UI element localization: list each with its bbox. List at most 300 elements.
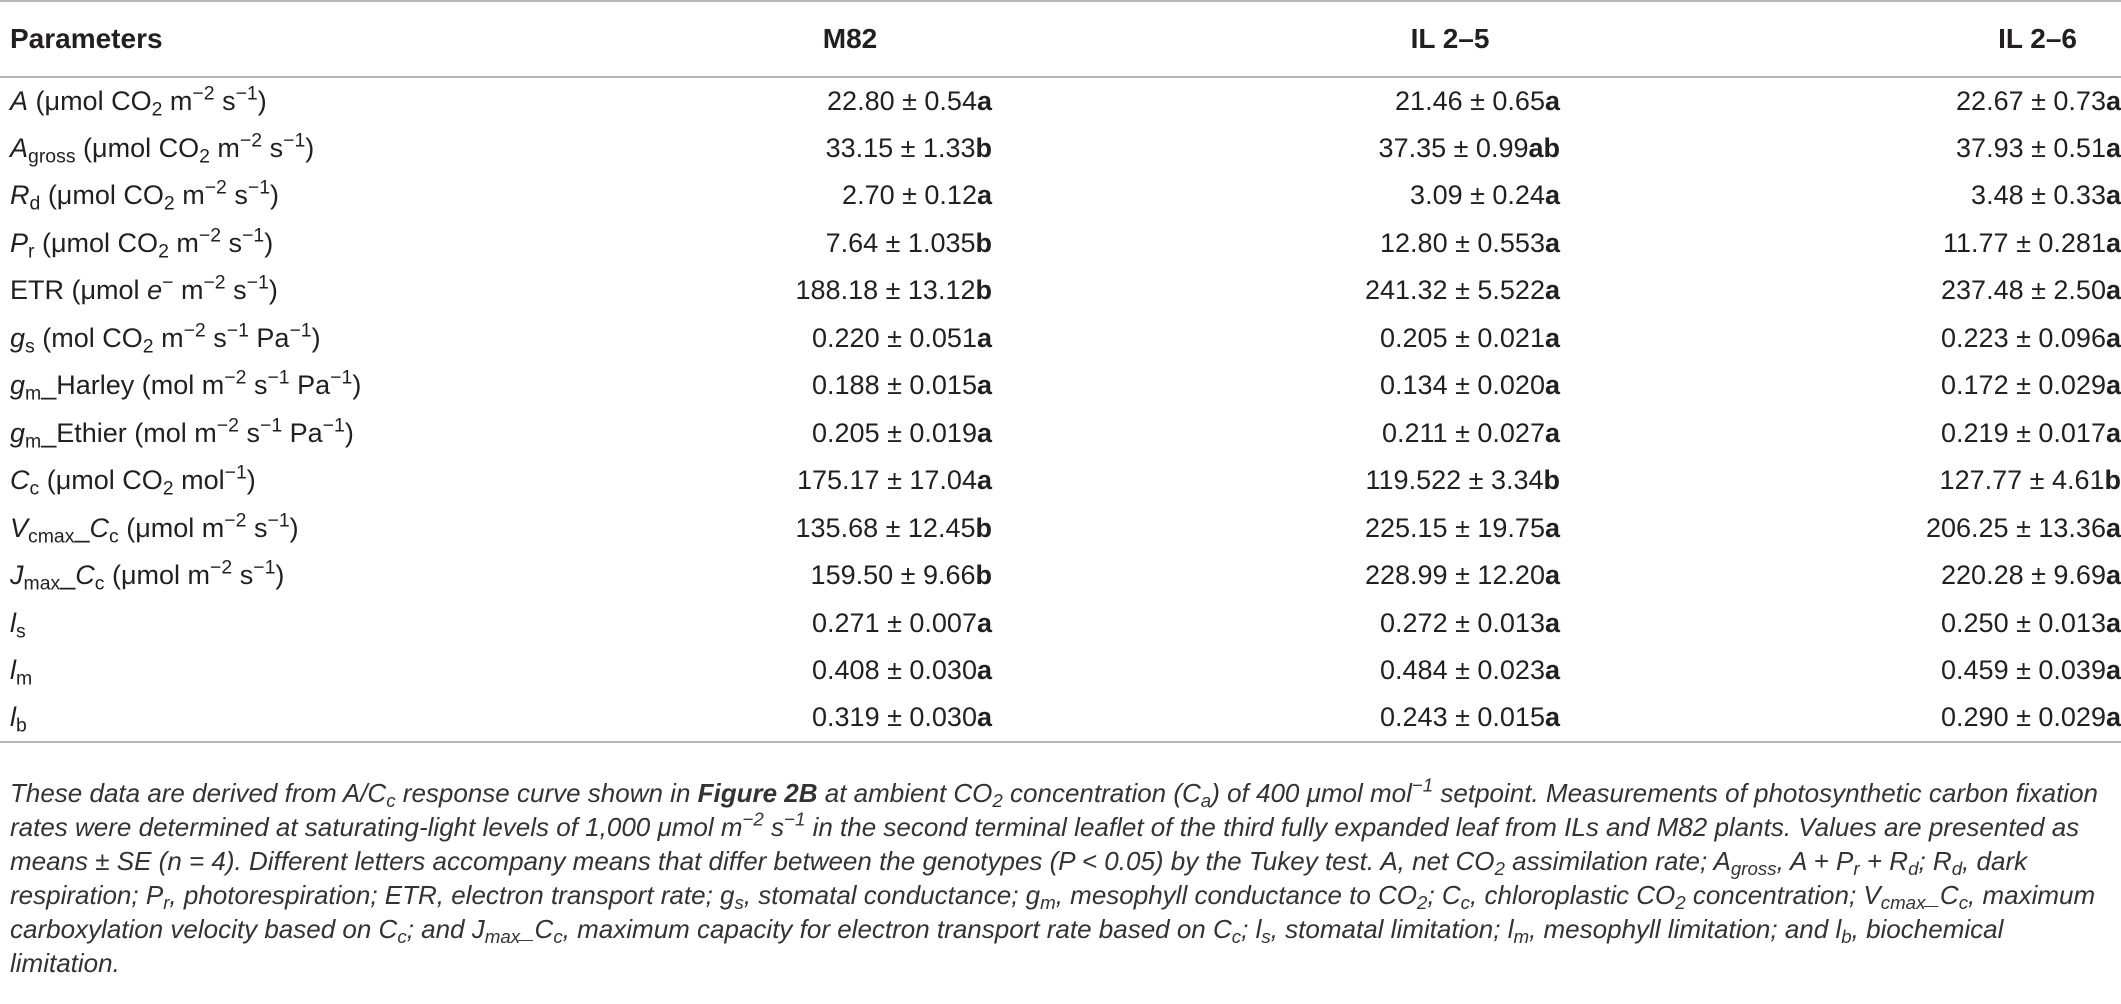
value-cell-il25 xyxy=(1040,552,1560,600)
mean-se-value: 0.223 ± 0.096 xyxy=(1941,322,2106,353)
parameter-symbol: g xyxy=(10,322,26,353)
significance-letter: a xyxy=(2105,322,2121,353)
text-run: ) xyxy=(257,85,267,116)
parameter-symbol: R xyxy=(10,180,30,211)
mean-se-value: 0.219 ± 0.017 xyxy=(1941,417,2106,448)
subscript: 2 xyxy=(992,790,1003,812)
parameter-symbol: l xyxy=(10,607,16,638)
value-cell-il25 xyxy=(1040,695,1560,743)
table-footnote xyxy=(10,776,2110,980)
mean-se-value: 22.67 ± 0.73 xyxy=(1956,85,2106,116)
significance-letter: b xyxy=(975,227,992,258)
parameter-subscript: d xyxy=(29,192,41,215)
text-run: s xyxy=(214,85,236,116)
value-cell-il26 xyxy=(1560,315,2121,363)
mean-se-value: 11.77 ± 0.281 xyxy=(1943,227,2106,258)
text-run: m xyxy=(162,85,193,116)
text-run: Pa xyxy=(289,370,331,401)
subscript: 2 xyxy=(1494,858,1505,880)
mean-se-value: 3.48 ± 0.33 xyxy=(1971,180,2106,211)
mean-se-value: 159.50 ± 9.66 xyxy=(810,560,976,591)
superscript: −1 xyxy=(283,129,306,152)
subscript: d xyxy=(1951,858,1963,880)
text-run: Pa xyxy=(248,322,290,353)
significance-letter: a xyxy=(1544,607,1560,638)
text-run: s xyxy=(262,132,284,163)
mean-se-value: 12.80 ± 0.553 xyxy=(1380,227,1545,258)
significance-letter: a xyxy=(2105,370,2121,401)
superscript: −1 xyxy=(242,224,265,247)
mean-se-value: 37.35 ± 0.99 xyxy=(1378,132,1529,163)
subscript: c xyxy=(1231,926,1242,948)
significance-letter: a xyxy=(976,702,992,733)
header-il-2-6: IL 2–6 xyxy=(1560,1,2121,77)
mean-se-value: 21.46 ± 0.65 xyxy=(1395,85,1545,116)
table-row xyxy=(0,552,2121,600)
parameter-symbol: A xyxy=(10,85,29,116)
text-run: _C xyxy=(1925,880,1959,910)
parameter-cell xyxy=(0,362,520,410)
text-run: + R xyxy=(1859,846,1909,876)
parameter-cell xyxy=(0,505,520,553)
parameter-cell xyxy=(0,267,520,315)
mean-se-value: 37.93 ± 0.51 xyxy=(1956,132,2106,163)
value-cell-m82 xyxy=(520,267,1040,315)
subscript: 2 xyxy=(142,335,154,358)
significance-letter: a xyxy=(1544,370,1560,401)
italic-symbol: C xyxy=(89,512,109,543)
text-run: , stomatal limitation; l xyxy=(1270,914,1514,944)
significance-letter: a xyxy=(1544,322,1560,353)
subscript: r xyxy=(163,892,170,914)
table-row xyxy=(0,267,2121,315)
parameter-cell xyxy=(0,457,520,505)
mean-se-value: 0.243 ± 0.015 xyxy=(1380,702,1545,733)
mean-se-value: 0.319 ± 0.030 xyxy=(812,702,977,733)
text-run: These data are derived from A/C xyxy=(10,778,387,808)
parameter-symbol: g xyxy=(10,370,26,401)
text-run: (μmol m xyxy=(118,512,225,543)
subscript: max xyxy=(484,926,521,948)
text-run: m xyxy=(153,322,184,353)
subscript: r xyxy=(1853,858,1860,880)
significance-letter: a xyxy=(976,180,992,211)
parameter-cell xyxy=(0,125,520,173)
text-run: m xyxy=(174,180,205,211)
text-run: s xyxy=(226,180,248,211)
significance-letter: a xyxy=(2105,607,2121,638)
parameter-subscript: m xyxy=(25,430,42,453)
mean-se-value: 0.408 ± 0.030 xyxy=(812,655,977,686)
parameter-symbol: l xyxy=(10,655,16,686)
table-header xyxy=(0,1,2121,77)
parameter-subscript: r xyxy=(28,240,35,263)
text-run: s xyxy=(238,417,260,448)
significance-letter: a xyxy=(1544,180,1560,211)
mean-se-value: 228.99 ± 12.20 xyxy=(1364,560,1545,591)
value-cell-il26 xyxy=(1560,647,2121,695)
text-run: _ xyxy=(60,560,76,591)
mean-se-value: 0.205 ± 0.019 xyxy=(812,417,977,448)
value-cell-il25 xyxy=(1040,315,1560,363)
significance-letter: a xyxy=(976,370,992,401)
significance-letter: a xyxy=(976,322,992,353)
text-run: (μmol m xyxy=(104,560,211,591)
text-run: _Ethier (mol m xyxy=(41,417,217,448)
parameter-cell xyxy=(0,220,520,268)
header-parameters: Parameters xyxy=(0,1,520,77)
mean-se-value: 0.211 ± 0.027 xyxy=(1382,417,1545,448)
mean-se-value: 0.484 ± 0.023 xyxy=(1380,655,1545,686)
subscript: 2 xyxy=(199,145,210,168)
superscript: −2 xyxy=(192,82,215,105)
superscript: −2 xyxy=(183,319,206,342)
parameter-symbol: A xyxy=(10,132,29,163)
text-run: in the second terminal leaflet of the third fully expanded leaf from ILs and M82 plants. Values are presented as means ± SE (n = 4). Different letters accompany means that differ between the genotypes (P < 0.05) by the Tukey test. A, net CO xyxy=(10,812,2080,876)
mean-se-value: 206.25 ± 13.36 xyxy=(1925,512,2106,543)
text-run: m xyxy=(168,227,199,258)
significance-letter: a xyxy=(1544,655,1560,686)
mean-se-value: 127.77 ± 4.61 xyxy=(1939,465,2105,496)
mean-se-value: 225.15 ± 19.75 xyxy=(1364,512,1545,543)
superscript: −2 xyxy=(224,366,247,389)
parameter-subscript: s xyxy=(16,620,26,643)
text-run: s xyxy=(246,512,268,543)
figure-reference: Figure 2B xyxy=(697,778,818,808)
text-run: , mesophyll conductance to CO xyxy=(1055,880,1418,910)
mean-se-value: 0.188 ± 0.015 xyxy=(812,370,977,401)
significance-letter: a xyxy=(976,417,992,448)
superscript: −2 xyxy=(204,176,227,199)
mean-se-value: 237.48 ± 2.50 xyxy=(1941,275,2106,306)
mean-se-value: 188.18 ± 13.12 xyxy=(795,275,976,306)
parameter-cell xyxy=(0,552,520,600)
text-run: (μmol CO xyxy=(40,180,164,211)
mean-se-value: 0.459 ± 0.039 xyxy=(1941,655,2106,686)
table-row xyxy=(0,600,2121,648)
mean-se-value: 220.28 ± 9.69 xyxy=(1941,560,2106,591)
value-cell-il25 xyxy=(1040,410,1560,458)
text-run: , chloroplastic CO xyxy=(1470,880,1676,910)
value-cell-m82 xyxy=(520,505,1040,553)
superscript: −1 xyxy=(246,271,269,294)
superscript: −1 xyxy=(235,82,258,105)
header-il-2-5: IL 2–5 xyxy=(1040,1,1560,77)
value-cell-il25 xyxy=(1040,457,1560,505)
mean-se-value: 0.250 ± 0.013 xyxy=(1941,607,2106,638)
text-run: s xyxy=(232,560,254,591)
significance-letter: b xyxy=(975,560,992,591)
text-run: _C xyxy=(520,914,554,944)
subscript: c xyxy=(553,926,563,948)
significance-letter: a xyxy=(2105,512,2121,543)
parameter-symbol: P xyxy=(10,227,29,258)
subscript: cmax xyxy=(1880,892,1926,914)
superscript: −1 xyxy=(267,509,290,532)
text-run: ) xyxy=(311,322,321,353)
significance-letter: b xyxy=(975,275,992,306)
text-run: ) xyxy=(305,132,315,163)
significance-letter: a xyxy=(1544,560,1560,591)
parameter-subscript: s xyxy=(25,335,35,358)
superscript: −1 xyxy=(1411,774,1434,796)
value-cell-m82 xyxy=(520,647,1040,695)
value-cell-il26 xyxy=(1560,457,2121,505)
subscript: s xyxy=(734,892,744,914)
value-cell-il26 xyxy=(1560,77,2121,125)
text-run: setpoint. Measurements of photosynthetic carbon fixation rates were determined at saturating-light levels of 1,000 μmol m xyxy=(10,778,2099,842)
significance-letter: a xyxy=(1544,702,1560,733)
text-run: , mesophyll limitation; and l xyxy=(1529,914,1842,944)
text-run: response curve shown in xyxy=(395,778,698,808)
value-cell-il25 xyxy=(1040,220,1560,268)
text-run: , A + P xyxy=(1776,846,1854,876)
parameter-symbol: g xyxy=(10,417,26,448)
text-run: , maximum capacity for electron transport rate based on C xyxy=(562,914,1232,944)
value-cell-m82 xyxy=(520,315,1040,363)
parameter-cell xyxy=(0,695,520,743)
subscript: a xyxy=(1200,790,1212,812)
value-cell-m82 xyxy=(520,695,1040,743)
significance-letter: b xyxy=(975,132,992,163)
value-cell-il26 xyxy=(1560,600,2121,648)
subscript: s xyxy=(1261,926,1271,948)
superscript: −1 xyxy=(289,319,312,342)
parameter-cell xyxy=(0,600,520,648)
significance-letter: a xyxy=(1544,512,1560,543)
significance-letter: a xyxy=(2105,655,2121,686)
value-cell-m82 xyxy=(520,172,1040,220)
parameter-subscript: max xyxy=(23,572,61,595)
significance-letter: a xyxy=(2105,275,2121,306)
value-cell-il26 xyxy=(1560,410,2121,458)
text-run: , dark respiration; P xyxy=(10,846,2028,910)
mean-se-value: 0.205 ± 0.021 xyxy=(1380,322,1545,353)
table-row xyxy=(0,505,2121,553)
text-run: _Harley (mol m xyxy=(41,370,225,401)
subscript: c xyxy=(1958,892,1969,914)
table-row xyxy=(0,125,2121,173)
significance-letter: b xyxy=(2104,465,2121,496)
text-run: s xyxy=(205,322,227,353)
parameter-cell xyxy=(0,77,520,125)
value-cell-m82 xyxy=(520,552,1040,600)
parameter-subscript: cmax xyxy=(28,525,75,548)
significance-letter: a xyxy=(2105,417,2121,448)
header-row xyxy=(0,1,2121,77)
mean-se-value: 7.64 ± 1.035 xyxy=(825,227,976,258)
text-run: ) xyxy=(344,417,354,448)
text-run: Pa xyxy=(282,417,323,448)
mean-se-value: 0.134 ± 0.020 xyxy=(1380,370,1545,401)
value-cell-m82 xyxy=(520,125,1040,173)
value-cell-m82 xyxy=(520,362,1040,410)
significance-letter: a xyxy=(2105,132,2121,163)
subscript: 2 xyxy=(158,240,169,263)
significance-letter: a xyxy=(976,607,992,638)
text-run: s xyxy=(246,370,268,401)
superscript: −2 xyxy=(239,129,263,152)
significance-letter: b xyxy=(1543,465,1560,496)
text-run: ) xyxy=(270,180,280,211)
significance-letter: a xyxy=(1544,227,1560,258)
superscript: −1 xyxy=(253,556,276,579)
mean-se-value: 119.522 ± 3.34 xyxy=(1365,465,1544,496)
value-cell-il26 xyxy=(1560,505,2121,553)
text-run: , stomatal conductance; g xyxy=(743,880,1041,910)
text-run: s xyxy=(763,812,785,842)
significance-letter: a xyxy=(2105,560,2121,591)
text-run: m xyxy=(173,275,204,306)
subscript: 2 xyxy=(162,477,174,500)
value-cell-m82 xyxy=(520,77,1040,125)
subscript: c xyxy=(397,926,407,948)
subscript: 2 xyxy=(163,192,175,215)
mean-se-value: 33.15 ± 1.33 xyxy=(825,132,976,163)
text-run: ; R xyxy=(1918,846,1952,876)
text-run: , biochemical limitation. xyxy=(10,914,2004,978)
superscript: −2 xyxy=(224,509,247,532)
superscript: −1 xyxy=(330,366,353,389)
parameter-symbol: l xyxy=(10,702,16,733)
superscript: −1 xyxy=(247,176,271,199)
significance-letter: a xyxy=(2105,85,2121,116)
mean-se-value: 0.172 ± 0.029 xyxy=(1941,370,2106,401)
subscript: c xyxy=(386,790,396,812)
text-run: ) xyxy=(289,512,299,543)
value-cell-m82 xyxy=(520,410,1040,458)
mean-se-value: 22.80 ± 0.54 xyxy=(827,85,977,116)
parameter-cell xyxy=(0,410,520,458)
superscript: −2 xyxy=(210,556,233,579)
parameter-subscript: m xyxy=(16,667,33,690)
text-run: (μmol CO xyxy=(75,132,200,163)
text-run: ) xyxy=(246,465,256,496)
subscript: 2 xyxy=(1417,892,1428,914)
superscript: −2 xyxy=(742,808,764,830)
text-run: m xyxy=(209,132,240,163)
subscript: m xyxy=(1513,926,1530,948)
subscript: c xyxy=(94,572,105,595)
text-run: at ambient CO xyxy=(817,778,993,808)
value-cell-il26 xyxy=(1560,125,2121,173)
significance-letter: ab xyxy=(1528,132,1560,163)
table-row xyxy=(0,315,2121,363)
text-run: mol xyxy=(173,465,225,496)
value-cell-il25 xyxy=(1040,362,1560,410)
subscript: b xyxy=(1841,926,1852,948)
superscript: −2 xyxy=(203,271,226,294)
superscript: −1 xyxy=(259,414,283,437)
value-cell-il26 xyxy=(1560,172,2121,220)
table-body xyxy=(0,77,2121,742)
table-row xyxy=(0,410,2121,458)
value-cell-il26 xyxy=(1560,552,2121,600)
mean-se-value: 0.220 ± 0.051 xyxy=(812,322,977,353)
subscript: c xyxy=(109,525,119,548)
superscript: −2 xyxy=(216,414,239,437)
subscript: d xyxy=(1908,858,1919,880)
parameter-symbol: V xyxy=(10,512,29,543)
significance-letter: a xyxy=(1544,417,1560,448)
value-cell-il25 xyxy=(1040,647,1560,695)
text-run: _ xyxy=(74,512,90,543)
text-run: ; and J xyxy=(406,914,485,944)
text-run: (mol CO xyxy=(34,322,143,353)
value-cell-il25 xyxy=(1040,172,1560,220)
mean-se-value: 135.68 ± 12.45 xyxy=(795,512,976,543)
value-cell-m82 xyxy=(520,220,1040,268)
subscript: m xyxy=(1040,892,1056,914)
table-row xyxy=(0,172,2121,220)
significance-letter: a xyxy=(2105,227,2121,258)
parameter-symbol: J xyxy=(10,560,24,591)
significance-letter: a xyxy=(976,85,992,116)
parameter-cell xyxy=(0,315,520,363)
text-run: concentration; V xyxy=(1685,880,1881,910)
table-row xyxy=(0,362,2121,410)
value-cell-il25 xyxy=(1040,600,1560,648)
subscript: 2 xyxy=(1675,892,1686,914)
text-run: ) xyxy=(268,275,278,306)
text-run: ; l xyxy=(1241,914,1262,944)
significance-letter: b xyxy=(975,512,992,543)
text-run: ) xyxy=(264,227,274,258)
text-run: (μmol CO xyxy=(39,465,163,496)
superscript: −1 xyxy=(226,319,249,342)
text-run: , maximum carboxylation velocity based on C xyxy=(10,880,2096,944)
value-cell-il26 xyxy=(1560,695,2121,743)
italic-symbol: e xyxy=(147,275,163,306)
superscript: −1 xyxy=(224,461,247,484)
significance-letter: a xyxy=(976,655,992,686)
superscript: −2 xyxy=(198,224,222,247)
table-row xyxy=(0,220,2121,268)
superscript: −1 xyxy=(784,808,806,830)
text-run: ) of 400 μmol mol xyxy=(1211,778,1412,808)
parameter-symbol: C xyxy=(10,465,30,496)
significance-letter: a xyxy=(2105,180,2121,211)
value-cell-il26 xyxy=(1560,267,2121,315)
subscript: 2 xyxy=(151,98,163,121)
parameter-subscript: m xyxy=(25,382,42,405)
value-cell-il25 xyxy=(1040,77,1560,125)
subscript: gross xyxy=(1730,858,1777,880)
parameter-cell xyxy=(0,647,520,695)
text-run: s xyxy=(221,227,243,258)
subscript: c xyxy=(1460,892,1471,914)
value-cell-il25 xyxy=(1040,267,1560,315)
text-run: ) xyxy=(275,560,285,591)
text-run: ETR (μmol xyxy=(10,275,148,306)
text-run: s xyxy=(225,275,247,306)
text-run: (μmol CO xyxy=(34,227,159,258)
superscript: − xyxy=(162,271,174,294)
value-cell-m82 xyxy=(520,457,1040,505)
mean-se-value: 241.32 ± 5.522 xyxy=(1364,275,1545,306)
text-run: ) xyxy=(352,370,362,401)
italic-symbol: C xyxy=(75,560,95,591)
mean-se-value: 2.70 ± 0.12 xyxy=(842,180,977,211)
significance-letter: a xyxy=(2105,702,2121,733)
mean-se-value: 0.271 ± 0.007 xyxy=(812,607,977,638)
value-cell-il26 xyxy=(1560,220,2121,268)
table-row xyxy=(0,77,2121,125)
text-run: , photorespiration; ETR, electron transport rate; g xyxy=(169,880,735,910)
mean-se-value: 175.17 ± 17.04 xyxy=(796,465,977,496)
text-run: assimilation rate; A xyxy=(1504,846,1731,876)
parameter-subscript: c xyxy=(29,477,40,500)
